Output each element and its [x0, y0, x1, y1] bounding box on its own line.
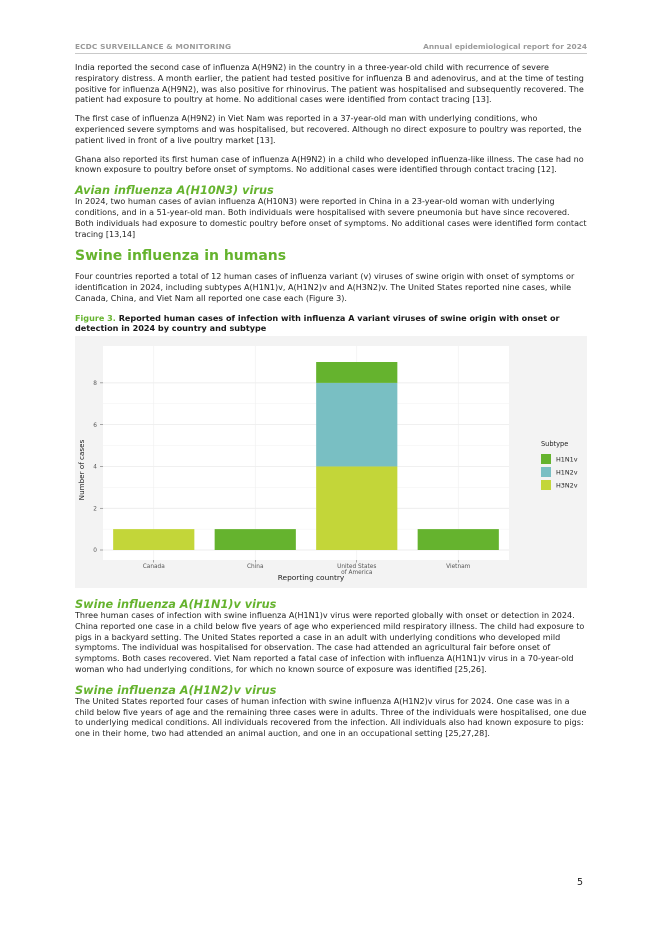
bar-h1n1v-1: [215, 529, 296, 550]
y-tick-label: 6: [93, 422, 97, 429]
paragraph-swine-intro: Four countries reported a total of 12 human cases of influenza variant (v) viruses of swine origin with onset of symptoms or identification in 2024, including subtypes A(H1N1)v, A(H1N2)v and A(H3N2)v. The United States reported nine cases, while Canada, China, and Viet Nam all reported one case each (Figure 3).: [75, 272, 575, 303]
legend-label-h3n2v: H3N2v: [556, 481, 578, 490]
paragraph-vietnam: The first case of influenza A(H9N2) in Viet Nam was reported in a 37-year-old man with underlying conditions, who experienced severe symptoms and was hospitalised, but recovered. Although no direct exposure to poultry was reported, the patient lived in front of a live poultry market [13].: [75, 114, 582, 145]
x-axis-title: Reporting country: [277, 572, 345, 582]
x-tick-label: United States of America: [337, 563, 377, 577]
page-number: 5: [577, 877, 584, 888]
y-tick-label: 2: [93, 506, 97, 513]
heading-h10n3: Avian influenza A(H10N3) virus: [75, 184, 274, 198]
x-tick-label: China: [246, 563, 264, 570]
heading-h1n1v: Swine influenza A(H1N1)v virus: [75, 597, 277, 611]
bar-h3n2v-2: [316, 466, 397, 550]
plot-panel: [103, 346, 509, 560]
figure-caption-text: Reported human cases of infection with influenza A variant viruses of swine origin with onset or detection in 2024 by country and subtype: [75, 312, 560, 334]
figure-caption: [75, 313, 587, 334]
page-content: [75, 63, 587, 748]
bar-h1n1v-3: [418, 529, 499, 550]
x-tick-label: Vietnam: [446, 563, 471, 570]
y-tick-label: 0: [93, 548, 97, 555]
figure-label: Figure 3.: [75, 312, 116, 323]
bar-h3n2v-0: [113, 529, 194, 550]
chart-container: [75, 336, 587, 588]
legend-title: Subtype: [541, 439, 569, 448]
legend-swatch-h1n1v: [541, 454, 551, 464]
page-header: [75, 41, 587, 54]
heading-swine: Swine influenza in humans: [75, 248, 287, 265]
paragraph-india: India reported the second case of influenza A(H9N2) in the country in a three-year-old child with recurrence of severe respiratory distress. A month earlier, the patient had tested positive for influenza B and adenovirus, and at the time of testing positive for influenza A(H9N2), was also positive for rhinovirus. The patient was hospitalised and subsequently recovered. The patient had exposure to poultry at home. No additional cases were identified from contact tracing [13].: [75, 63, 584, 105]
bar-h1n1v-2: [316, 362, 397, 383]
header-left: ECDC SURVEILLANCE & MONITORING: [75, 42, 232, 51]
paragraph-h1n1v: Three human cases of infection with swine influenza A(H1N1)v virus were reported globally with onset or detection in 2024. China reported one case in a child below five years of age who experienced mild respiratory illness. The child had exposure to pigs in a backyard setting. The United States reported a case in an adult with underlying conditions who developed mild symptoms. The individual was hospitalised for observation. The case had attended an agricultural fair before onset of symptoms. Both cases recovered. Viet Nam reported a fatal case of infection with influenza A(H1N1)v virus in a 70-year-old woman who had underlying conditions, for which no known source of exposure was identified [25,26].: [75, 610, 585, 674]
legend-swatch-h3n2v: [541, 480, 551, 490]
heading-h1n2v: Swine influenza A(H1N2)v virus: [75, 683, 277, 697]
paragraph-h10n3: In 2024, two human cases of avian influenza A(H10N3) were reported in China in a 23-year-old woman with underlying conditions, and in a 51-year-old man. Both individuals were hospitalised with severe pneumonia but have since recovered. Both individuals had exposure to domestic poultry before onset of symptoms. No additional cases were identified form contact tracing [13,14]: [75, 197, 587, 239]
legend-label-h1n2v: H1N2v: [556, 468, 578, 477]
legend-swatch-h1n2v: [541, 467, 551, 477]
x-tick-label: Canada: [142, 563, 165, 570]
y-tick-label: 8: [93, 381, 97, 388]
stacked-bar-chart: [75, 336, 587, 588]
paragraph-ghana: Ghana also reported its first human case of influenza A(H9N2) in a child who developed influenza-like illness. The case had no known exposure to poultry before onset of symptoms. No additional cases were identified through contact tracing [12].: [75, 154, 584, 175]
paragraph-h1n2v: The United States reported four cases of human infection with swine influenza A(H1N2)v virus for 2024. One case was in a child below five years of age and the remaining three cases were in adults. Three of the individuals were hospitalised, one due to underlying medical conditions. All individuals recovered from the infection. All individuals also had known exposure to pigs: one in their home, two had attended an animal auction, and one in an occupational setting [25,27,28].: [75, 696, 587, 739]
bar-h1n2v-2: [316, 383, 397, 467]
header-right: Annual epidemiological report for 2024: [423, 42, 587, 51]
y-tick-label: 4: [93, 464, 97, 471]
legend-label-h1n1v: H1N1v: [556, 455, 578, 464]
y-axis-title: Number of cases: [77, 439, 86, 501]
